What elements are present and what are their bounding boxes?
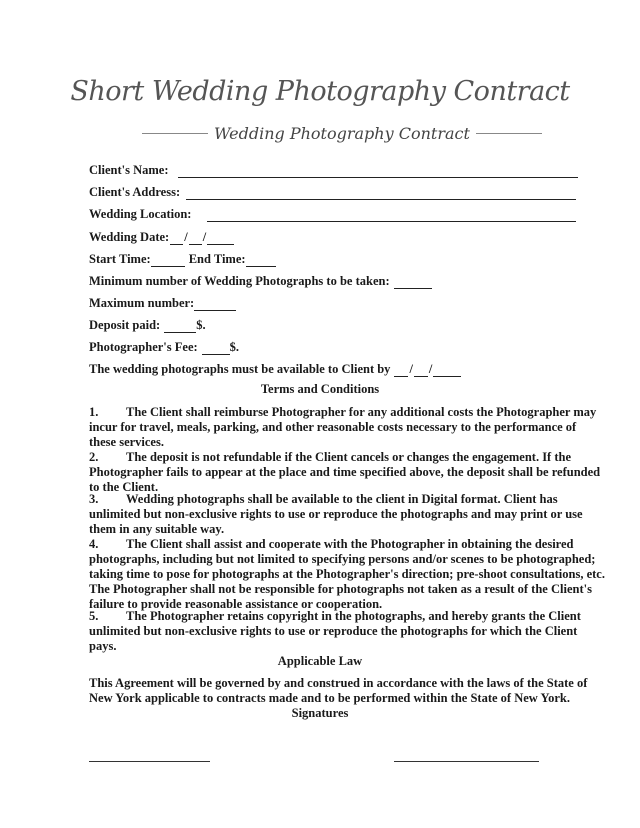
- photographer-fee-input[interactable]: [202, 342, 230, 355]
- available-by-month-input[interactable]: [394, 364, 408, 377]
- end-time-label: End Time:: [188, 252, 246, 266]
- date-separator: /: [428, 362, 433, 376]
- wedding-location-input[interactable]: [207, 209, 576, 222]
- client-address-field: [89, 184, 576, 200]
- subtitle-right-rule: [476, 133, 542, 134]
- clause-number: 4.: [89, 537, 99, 551]
- photographer-fee-field: [89, 339, 239, 355]
- start-time-input[interactable]: [151, 254, 185, 267]
- wedding-date-year-input[interactable]: [207, 232, 234, 245]
- deposit-paid-field: [89, 317, 206, 333]
- wedding-date-label: Wedding Date:: [89, 230, 170, 244]
- min-photos-label: Minimum number of Wedding Photographs to be taken:: [89, 274, 390, 288]
- min-photos-input[interactable]: [394, 276, 432, 289]
- available-by-field: [89, 361, 462, 377]
- date-separator: /: [409, 362, 413, 376]
- end-time-input[interactable]: [246, 254, 276, 267]
- clause-number: 5.: [89, 609, 99, 623]
- date-separator: /: [184, 230, 188, 244]
- client-name-label: Client's Name:: [89, 163, 169, 177]
- max-number-label: Maximum number:: [89, 296, 195, 310]
- document-title: Short Wedding Photography Contract: [70, 76, 570, 107]
- available-by-day-input[interactable]: [414, 364, 428, 377]
- deposit-paid-input[interactable]: [164, 320, 196, 333]
- subtitle-row: [142, 122, 542, 144]
- clause-4: [89, 537, 605, 612]
- wedding-date-day-input[interactable]: [189, 232, 202, 245]
- clause-text: The Photographer retains copyright in the photographs, and hereby grants the Client unlimited but non-exclusive rights to use or reproduce the photographs for which the Client pays.: [89, 609, 581, 653]
- clause-5: [89, 609, 605, 654]
- terms-heading: Terms and Conditions: [260, 382, 380, 396]
- clause-1: [89, 405, 605, 450]
- wedding-location-field: [89, 206, 576, 222]
- clause-number: 3.: [89, 492, 99, 506]
- document-subtitle: Wedding Photography Contract: [214, 123, 470, 143]
- photographer-fee-suffix: $.: [229, 340, 240, 354]
- available-by-year-input[interactable]: [433, 364, 461, 377]
- client-signature-line[interactable]: [89, 761, 210, 762]
- wedding-location-label: Wedding Location:: [89, 207, 192, 221]
- signatures-heading: Signatures: [291, 706, 349, 720]
- time-field: [89, 251, 276, 267]
- clause-text: The Client shall assist and cooperate with the Photographer in obtaining the desired photographs, including but not limited to specifying persons and/or scenes to be photographed; taking time to pose for photographs at the Photographer's direction; pre-shoot consultations, etc. The Photographer shall not be responsible for photographs not taken as a result of the Client's failure to provide reasonable assistance or cooperation.: [89, 537, 605, 611]
- clause-3: [89, 492, 605, 537]
- clause-text: Wedding photographs shall be available to the client in Digital format. Client has unlimited but non-exclusive rights to use or reproduce the photographs and may print or use them in any suitable way.: [89, 492, 583, 536]
- start-time-label: Start Time:: [89, 252, 151, 266]
- deposit-paid-suffix: $.: [196, 318, 206, 332]
- applicable-law-text: This Agreement will be governed by and construed in accordance with the laws of the State of New York applicable to contracts made and to be performed within the State of New York.: [89, 676, 588, 705]
- max-number-input[interactable]: [194, 298, 236, 311]
- clause-number: 2.: [89, 450, 99, 464]
- applicable-law-heading: Applicable Law: [277, 654, 363, 668]
- wedding-date-field: [89, 229, 235, 245]
- subtitle-left-rule: [142, 133, 208, 134]
- date-separator: /: [202, 230, 207, 244]
- min-photos-field: [89, 273, 432, 289]
- clause-2: [89, 450, 605, 495]
- available-by-label: The wedding photographs must be available to Client by: [89, 362, 391, 376]
- max-number-field: [89, 295, 236, 311]
- photographer-fee-label: Photographer's Fee:: [89, 340, 198, 354]
- clause-number: 1.: [89, 405, 99, 419]
- client-address-label: Client's Address:: [89, 185, 181, 199]
- client-address-input[interactable]: [186, 187, 576, 200]
- clause-text: The Client shall reimburse Photographer for any additional costs the Photographer may incur for travel, meals, parking, and other reasonable costs necessary to the performance of these services.: [89, 405, 597, 449]
- client-name-input[interactable]: [178, 165, 578, 178]
- wedding-date-month-input[interactable]: [170, 232, 183, 245]
- clause-text: The deposit is not refundable if the Client cancels or changes the engagement. If the Photographer fails to appear at the place and time specified above, the deposit shall be refunded to the Client.: [89, 450, 601, 494]
- deposit-paid-label: Deposit paid:: [89, 318, 161, 332]
- photographer-signature-line[interactable]: [394, 761, 539, 762]
- client-name-field: [89, 162, 578, 178]
